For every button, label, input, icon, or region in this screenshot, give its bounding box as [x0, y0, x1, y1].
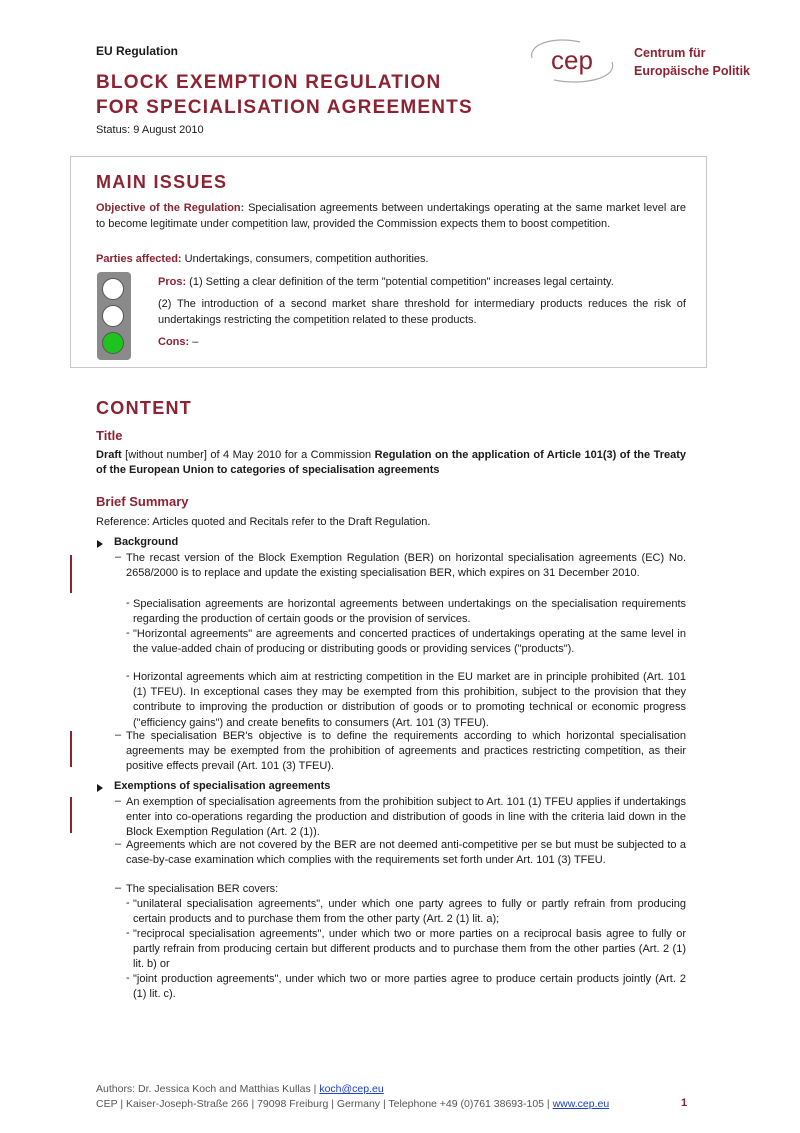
margin-marker — [70, 797, 72, 833]
pros-paragraph-2: (2) The introduction of a second market share threshold for intermediary products reduces the risk of undertakings restricting the competition related to these products. — [158, 298, 686, 326]
main-issues-heading: MAIN ISSUES — [96, 172, 228, 192]
dash-marker: – — [115, 729, 122, 741]
title-line-1: BLOCK EXEMPTION REGULATION — [96, 72, 442, 93]
cons-label: Cons: — [158, 336, 190, 348]
title-mid: [without number] of 4 May 2010 for a Commission — [121, 449, 375, 461]
title-paragraph — [96, 448, 686, 478]
background-heading: Background — [114, 536, 179, 548]
brief-summary-subheading: Brief Summary — [96, 494, 189, 509]
dash-marker: – — [115, 551, 122, 563]
traffic-light-icon — [97, 272, 131, 360]
parties-paragraph — [96, 252, 686, 268]
traffic-light-middle-lamp — [102, 305, 124, 327]
document-type: EU Regulation — [96, 44, 179, 58]
sub-dash-marker: - — [126, 897, 130, 909]
traffic-light-bottom-lamp — [102, 332, 124, 354]
objective-label: Objective of the Regulation: — [96, 202, 245, 214]
background-subitem-2: "Horizontal agreements" are agreements and concerted practices of undertakings operating at the same level in the value-added chain of producing or distributing goods or providing services ("products"). — [133, 628, 686, 656]
logo-mark-text: cep — [551, 45, 593, 75]
content-heading: CONTENT — [96, 398, 193, 418]
author-email-link[interactable]: koch@cep.eu — [319, 1083, 384, 1095]
sub-dash-marker: - — [126, 597, 130, 609]
objective-paragraph — [96, 201, 686, 232]
exemptions-subitem-3: "joint production agreements", under which two or more parties agree to produce certain products jointly (Art. 2 (1) lit. c). — [133, 973, 686, 1001]
pros-paragraph-1 — [158, 275, 686, 291]
objective-text: Specialisation agreements between undertakings operating at the same market level are to become legitimate under competition law, provided the Commission expects them to boost competition. — [96, 202, 686, 230]
cons-text: – — [189, 336, 199, 348]
footer-authors — [96, 1083, 384, 1095]
exemptions-heading: Exemptions of specialisation agreements — [114, 780, 331, 792]
exemptions-item-1: An exemption of specialisation agreements from the prohibition subject to Art. 101 (1) TFEU applies if undertakings enter into co-operations regarding the production and distribution of goods in line with the criteria laid down in the Block Exemption Regulation (Art. 2 (1)). — [126, 796, 686, 839]
logo-line-1: Centrum für — [634, 46, 706, 60]
exemptions-item-3: The specialisation BER covers: — [126, 883, 279, 895]
traffic-light-top-lamp — [102, 278, 124, 300]
exemptions-subitem-1: "unilateral specialisation agreements", under which one party agrees to fully or partly refrain from producing certain products and to purchase them from the other party (Art. 2 (1) lit. a); — [133, 898, 686, 926]
exemptions-subitem-2: "reciprocal specialisation agreements", under which two or more parties on a reciprocal basis agree to fully or partly refrain from producing certain but different products and to purchase them from the other parties (Art. 2 (1) lit. b) or — [133, 928, 686, 971]
margin-marker — [70, 731, 72, 767]
parties-label: Parties affected: — [96, 253, 182, 265]
dash-marker: – — [115, 795, 122, 807]
exemptions-item-2: Agreements which are not covered by the BER are not deemed anti-competitive per se but must be subjected to a case-by-case examination which complies with the requirements set forth under Art. 101 (3) TFEU. — [126, 839, 686, 867]
pros-label: Pros: — [158, 276, 187, 288]
dash-marker: – — [115, 882, 122, 894]
logo-line-2: Europäische Politik — [634, 64, 751, 78]
reference-text: Reference: Articles quoted and Recitals refer to the Draft Regulation. — [96, 516, 431, 528]
address-text: CEP | Kaiser-Joseph-Straße 266 | 79098 Freiburg | Germany | Telephone +49 (0)761 38693-105 | — [96, 1098, 553, 1110]
footer-address — [96, 1098, 609, 1110]
sub-dash-marker: - — [126, 927, 130, 939]
title-line-2: FOR SPECIALISATION AGREEMENTS — [96, 97, 473, 118]
title-draft: Draft — [96, 449, 122, 461]
authors-text: Authors: Dr. Jessica Koch and Matthias Kullas | — [96, 1083, 320, 1095]
document-status: Status: 9 August 2010 — [96, 124, 204, 136]
background-item-1: The recast version of the Block Exemption Regulation (BER) on horizontal specialisation agreements (EC) No. 2658/2000 is to replace and update the existing specialisation BER, which expires on 31 December 2010. — [126, 552, 686, 580]
margin-marker — [70, 555, 72, 593]
document-title — [96, 70, 473, 120]
dash-marker: – — [115, 838, 122, 850]
logo-wordmark — [634, 44, 750, 80]
cons-paragraph — [158, 335, 686, 351]
background-subitem-3: Horizontal agreements which aim at restricting competition in the EU market are in principle prohibited (Art. 101 (1) TFEU). In exceptional cases they may be exempted from this prohibition, subject to the provision that they contribute to improving the production or distribution of goods or to promoting technical or economic progress ("efficiency gains") and create benefits to consumers (Art. 101 (3) TFEU). — [133, 671, 686, 729]
bullet-triangle-icon — [97, 784, 103, 792]
background-subitem-1: Specialisation agreements are horizontal agreements between undertakings on the specialisation requirements regarding the production of certain goods or the provision of services. — [133, 598, 686, 626]
parties-text: Undertakings, consumers, competition authorities. — [181, 253, 429, 265]
bullet-triangle-icon — [97, 540, 103, 548]
pros-text-1: (1) Setting a clear definition of the term "potential competition" increases legal certainty. — [186, 276, 614, 288]
page-number: 1 — [681, 1097, 688, 1109]
title-subheading: Title — [96, 428, 123, 443]
title-regulation: Regulation on the application of Article 101(3) of the Treaty of the European Union to categories of specialisation agreements — [96, 449, 686, 476]
sub-dash-marker: - — [126, 670, 130, 682]
sub-dash-marker: - — [126, 972, 130, 984]
cep-logo-icon — [524, 38, 620, 84]
website-link[interactable]: www.cep.eu — [552, 1098, 610, 1110]
sub-dash-marker: - — [126, 627, 130, 639]
background-item-2: The specialisation BER's objective is to define the requirements according to which horizontal specialisation agreements may be exempted from the prohibition of agreements and practices restricting competition, as their positive effects prevail (Art. 101 (3) TFEU). — [126, 730, 686, 773]
